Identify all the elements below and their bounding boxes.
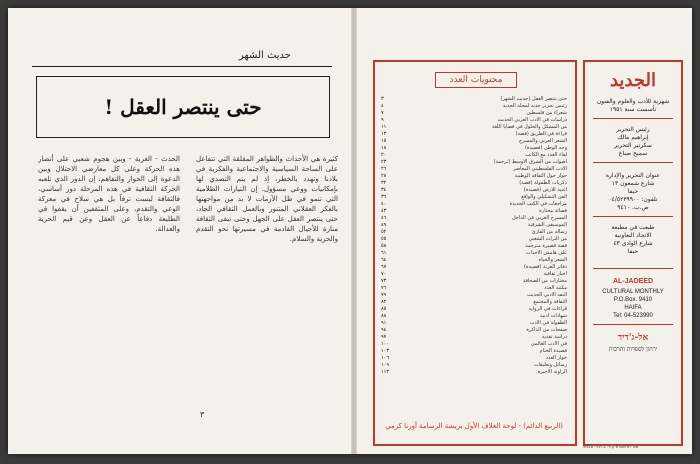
toc-row <box>381 152 567 159</box>
printer-city: حيفا <box>627 248 639 255</box>
toc-entry-title: المسرح العربي في الداخل <box>511 215 567 221</box>
table-of-contents <box>373 60 577 446</box>
toc-entry-title: الفن التشكيلي والواقع <box>521 194 567 200</box>
toc-entry-title: دراسات في الأدب العربي الحديث <box>497 117 567 123</box>
toc-entry-page: ٢٠ <box>381 152 387 158</box>
printer-line-3: شارع الوادي ٤٣ <box>613 240 653 247</box>
toc-entry-title: أصوات من الشرق الأوسط (ترجمة) <box>493 159 567 165</box>
secretary-label: سكرتير التحرير <box>614 142 652 149</box>
toc-entry-page: ٧٣ <box>381 278 387 284</box>
toc-row <box>381 236 567 243</box>
toc-entry-page: ٤٠ <box>381 201 387 207</box>
toc-entry-page: ٦٤ <box>381 257 387 263</box>
toc-row <box>381 166 567 173</box>
header-rule <box>32 66 332 67</box>
toc-row <box>381 264 567 271</box>
toc-row <box>381 243 567 250</box>
toc-entry-page: ٦٧ <box>381 264 387 270</box>
toc-entry-page: ٩ <box>381 117 384 123</box>
toc-entry-title: رسالة من القارئ <box>531 229 567 235</box>
toc-entry-title: قصائد مختارة <box>539 208 567 214</box>
toc-entry-title: مكتبة العدد <box>544 285 567 291</box>
toc-entry-title: حتى ينتصر العقل (حديث الشهر) <box>500 96 567 102</box>
toc-row <box>381 320 567 327</box>
toc-entry-page: ٤٣ <box>381 208 387 214</box>
printer-line-2: الاتحاد التعاونية <box>614 232 652 239</box>
toc-list <box>381 96 567 416</box>
toc-entry-page: ١١٢ <box>381 369 390 375</box>
toc-entry-title: النقد الأدبي الحديث <box>527 292 567 298</box>
toc-entry-title: من المشكل والحلول في قضايا اللغة <box>491 124 567 130</box>
toc-entry-page: ٣٤ <box>381 187 387 193</box>
divider <box>593 162 673 163</box>
toc-row <box>381 110 567 117</box>
english-subtitle: CULTURAL MONTHLY <box>602 289 664 295</box>
toc-row <box>381 327 567 334</box>
article-column-left: الحدث - الغربة - وبين هجوم شعبي على أنصار هذه الحركة وعلى كل معارضي الاحتلال وبين الدعوة إلى الحوار والتفاهم. إن الدور الذي تلعبه الحركة الثقافية في هذه المرحلة دور أساسي، فالثقافة ليست ترفاً بل هي سلاح في معركة الوعي والتقدم، وعلى المثقفين أن يقفوا في الطليعة دفاعاً عن العقل وعن قيم الحرية والعدالة. <box>38 155 180 233</box>
toc-entry-title: وجه الوطن (قصيدة) <box>524 145 567 151</box>
title-box <box>36 76 330 138</box>
english-city: HAIFA <box>624 305 642 311</box>
english-pobox: P.O.Box. 9410 <box>613 297 653 303</box>
toc-row <box>381 271 567 278</box>
secretary-name: سميح صباغ <box>618 150 648 157</box>
toc-entry-page: ٩٤ <box>381 327 387 333</box>
hebrew-subtitle: ירחון לספרות ותרבות <box>608 346 658 353</box>
toc-entry-page: ٧٦ <box>381 285 387 291</box>
toc-entry-page: ١٠٦ <box>381 355 390 361</box>
toc-row <box>381 250 567 257</box>
toc-heading: محتويات العدد <box>435 72 517 88</box>
hebrew-title: אל-ג'דיד <box>617 333 649 343</box>
toc-entry-title: قراءات في الرواية <box>528 306 567 312</box>
toc-entry-page: ٨٥ <box>381 306 387 312</box>
toc-entry-title: دراسة نقدية <box>541 334 567 340</box>
toc-row <box>381 103 567 110</box>
toc-row <box>381 222 567 229</box>
toc-row <box>381 194 567 201</box>
toc-row <box>381 278 567 285</box>
toc-entry-title: في الأدب العالمي <box>530 341 567 347</box>
toc-entry-page: ١١ <box>381 124 387 130</box>
cover-credit: (الربيع الدائم) - لوحة الغلاف الأول بريشة الرسامة أورنا كرمي <box>385 422 563 430</box>
toc-row <box>381 159 567 166</box>
toc-entry-page: ١٥ <box>381 138 387 144</box>
toc-entry-title: رئيس تحرير جديد لمجلة الجديد <box>502 103 567 109</box>
masthead <box>583 60 683 446</box>
toc-row <box>381 145 567 152</box>
toc-row <box>381 355 567 362</box>
address-line: شارع شمعون ١٣ <box>611 180 655 187</box>
pobox: ص.ب. ٩٤١٠ <box>617 204 649 211</box>
toc-entry-title: الشعر والحياة <box>538 257 567 263</box>
toc-entry-title: قصيدة الختام <box>539 348 567 354</box>
editor-label: رئيس التحرير <box>616 126 650 133</box>
toc-row <box>381 306 567 313</box>
toc-row <box>381 369 567 376</box>
toc-row <box>381 201 567 208</box>
toc-entry-page: ٨٢ <box>381 299 387 305</box>
toc-entry-title: حوار حول الثقافة الوطنية <box>514 173 567 179</box>
toc-entry-page: ١٠٠ <box>381 341 390 347</box>
toc-entry-title: قصة قصيرة مترجمة <box>525 243 567 249</box>
toc-entry-title: على هامش الأحداث <box>525 250 567 256</box>
toc-row <box>381 348 567 355</box>
toc-entry-title: الموسيقى الشرقية <box>527 222 567 228</box>
toc-entry-page: ٣٦ <box>381 194 387 200</box>
toc-row <box>381 117 567 124</box>
address-city: حيفا <box>627 188 639 195</box>
masthead-subtitle: شهرية للأدب والعلوم والفنون <box>596 98 670 105</box>
toc-row <box>381 180 567 187</box>
masthead-title: الجديد <box>609 70 656 91</box>
toc-row <box>381 138 567 145</box>
toc-entry-title: الأدب الفلسطيني المعاصر <box>513 166 567 172</box>
toc-entry-page: ٤٦ <box>381 215 387 221</box>
toc-row <box>381 362 567 369</box>
toc-entry-title: أخبار ثقافية <box>543 271 567 277</box>
toc-entry-page: ٣٢ <box>381 180 387 186</box>
toc-entry-page: ٧٩ <box>381 292 387 298</box>
left-page <box>8 8 351 454</box>
toc-entry-title: رسائل وتعليقات <box>533 362 567 368</box>
toc-entry-page: ٤ <box>381 103 384 109</box>
section-label: حديث الشهر <box>238 50 291 61</box>
toc-entry-page: ١٠٣ <box>381 348 390 354</box>
editor-name: إبراهيم مالك <box>617 134 649 141</box>
toc-entry-title: دفاتر الغربة (قصيدة) <box>523 264 567 270</box>
toc-entry-title: ذكريات الطفولة (قصة) <box>519 180 567 186</box>
phone: تلفون: ٠٤/٥٢٣٩٩٠٠ <box>608 196 658 203</box>
toc-row <box>381 173 567 180</box>
divider <box>593 118 673 119</box>
toc-entry-page: ٩١ <box>381 320 387 326</box>
address-label: عنوان التحرير والإدارة <box>605 172 661 179</box>
toc-entry-page: ١٠٩ <box>381 362 390 368</box>
magazine-spread <box>8 8 692 454</box>
toc-entry-page: ٩٧ <box>381 334 387 340</box>
toc-entry-page: ٢٣ <box>381 159 387 165</box>
article-column-right: كثيرة هي الأحداث والظواهر المقلقة التي تتفاعل على الساحة السياسية والاجتماعية والفكرية في بلادنا وتهدد بالخطر، إذ لم يتم التصدي لها بإمكانيات ووعي مسؤول. إن التيارات الظلامية التي تنمو في ظل الأزمات لا بد من مواجهتها بالفكر العقلاني المتنور وبالعمل الثقافي الجاد، حتى ينتصر العقل على الجهل وحتى تبقى الثقافة منارة للأجيال القادمة في مسيرتها نحو التقدم والحرية والسلام. <box>196 155 338 243</box>
toc-entry-page: ١٣ <box>381 131 387 137</box>
footer-strip: מס' תרשום 8 ע.ר. 5 ת.ד. 9410 <box>583 444 639 449</box>
toc-entry-page: ١٨ <box>381 145 387 151</box>
toc-entry-title: حوار العدد <box>545 355 567 361</box>
toc-entry-page: ٥٨ <box>381 243 387 249</box>
right-page <box>357 8 692 454</box>
toc-entry-title: قراءة في الطريق (قصة) <box>515 131 567 137</box>
toc-row <box>381 257 567 264</box>
masthead-founded: تأسست سنة ١٩٥١ <box>609 106 657 113</box>
toc-entry-page: ٣ <box>381 96 384 102</box>
toc-row <box>381 229 567 236</box>
toc-entry-title: الثقافة والمجتمع <box>533 299 567 305</box>
toc-entry-title: لقاء العدد مع الكاتب <box>525 152 567 158</box>
toc-entry-page: ٥٥ <box>381 236 387 242</box>
toc-entry-title: مراجعات في الكتب الجديدة <box>509 201 567 207</box>
printer-line-1: طبعت في مطبعة <box>611 224 655 231</box>
toc-entry-title: الطفولة في الأدب <box>529 320 567 326</box>
toc-entry-title: أغنية للأرض (قصيدة) <box>523 187 567 193</box>
toc-entry-page: ٧ <box>381 110 384 116</box>
toc-row <box>381 96 567 103</box>
toc-row <box>381 292 567 299</box>
toc-entry-page: ٨٨ <box>381 313 387 319</box>
toc-row <box>381 215 567 222</box>
toc-row <box>381 131 567 138</box>
article-title: حتى ينتصر العقل ! <box>104 95 262 119</box>
divider <box>593 324 673 325</box>
english-title: AL-JADEED <box>612 278 654 285</box>
toc-entry-title: مختارات من الصحافة <box>522 278 567 284</box>
toc-row <box>381 313 567 320</box>
toc-row <box>381 299 567 306</box>
toc-entry-title: شعراء من فلسطين <box>526 110 567 116</box>
toc-entry-page: ٧٠ <box>381 271 387 277</box>
toc-entry-title: شهادات أدبية <box>539 313 567 319</box>
toc-entry-title: الشعر العربي والمسرح <box>518 138 567 144</box>
toc-entry-page: ٢٨ <box>381 173 387 179</box>
divider <box>593 216 673 217</box>
divider <box>593 268 673 269</box>
toc-row <box>381 285 567 292</box>
toc-row <box>381 341 567 348</box>
toc-entry-page: ٦١ <box>381 250 387 256</box>
toc-entry-title: الزاوية الأخيرة <box>537 369 567 375</box>
toc-entry-page: ٢٦ <box>381 166 387 172</box>
toc-row <box>381 124 567 131</box>
toc-row <box>381 208 567 215</box>
page-number: ٣ <box>200 410 205 419</box>
toc-entry-title: من التراث الشعبي <box>528 236 567 242</box>
toc-row <box>381 187 567 194</box>
toc-entry-title: صفحات من الذاكرة <box>526 327 567 333</box>
toc-row <box>381 334 567 341</box>
english-phone: Tel: 04-523990 <box>613 313 653 319</box>
toc-entry-page: ٥٢ <box>381 229 387 235</box>
toc-entry-page: ٤٩ <box>381 222 387 228</box>
